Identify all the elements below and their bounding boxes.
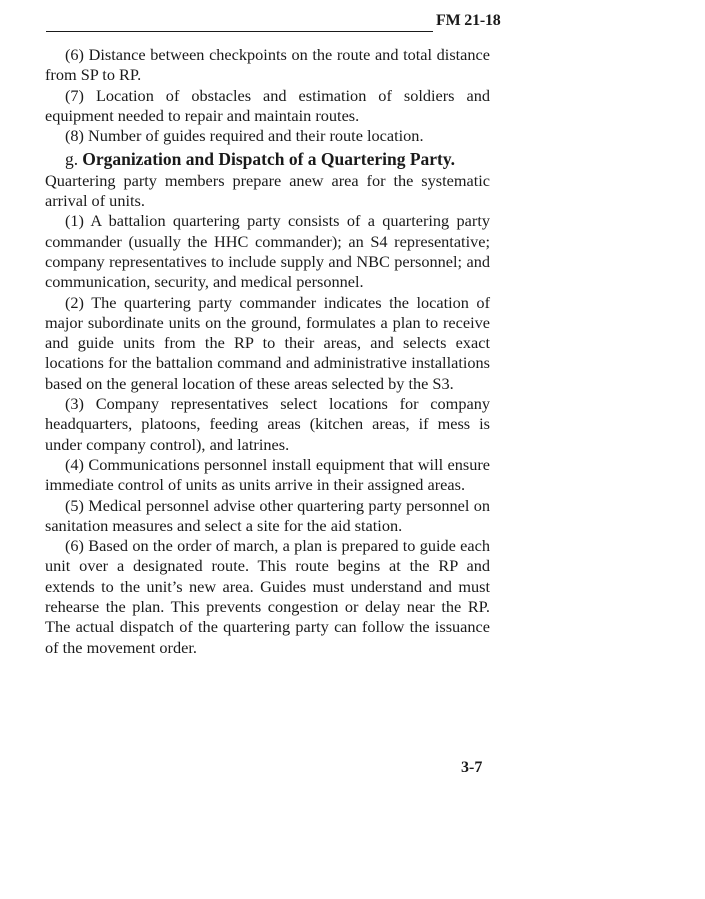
- section-heading: [45, 149, 490, 170]
- manual-code: FM 21-18: [436, 12, 501, 29]
- list-item: (4) Communications personnel install equipment that will ensure immediate control of units as units arrive in their assigned areas.: [45, 454, 490, 495]
- list-item: (7) Location of obstacles and estimation of soldiers and equipment needed to repair and maintain routes.: [45, 85, 490, 125]
- list-item: (6) Distance between checkpoints on the route and total distance from SP to RP.: [45, 45, 490, 85]
- list-item: (6) Based on the order of march, a plan is prepared to guide each unit over a designated route. This route begins at the RP and extends to the unit’s new area. Guides must understand and must rehearse the plan. This prevents congestion or delay near the RP. The actual dispatch of the quartering party can follow the issuance of the movement order.: [45, 536, 490, 657]
- section-letter: g.: [65, 149, 79, 170]
- section-intro: Quartering party members prepare anew area for the systematic arrival of units.: [45, 170, 490, 211]
- page-number: 3-7: [461, 759, 483, 776]
- section-title: Organization and Dispatch of a Quartering Party.: [82, 149, 456, 170]
- list-item: (3) Company representatives select locations for company headquarters, platoons, feeding areas (kitchen areas, if mess is under company control), and latrines.: [45, 394, 490, 454]
- list-item: (8) Number of guides required and their route location.: [65, 126, 424, 146]
- page-body: [45, 45, 490, 658]
- header-rule: [46, 31, 433, 32]
- list-item: (2) The quartering party commander indicates the location of major subordinate units on the ground, formulates a plan to receive and guide units from the RP to their areas, and selects exact locations for the battalion command and administrative installations based on the general location of these areas selected by the S3.: [45, 292, 490, 393]
- list-item: (1) A battalion quartering party consists of a quartering party commander (usually the HHC commander); an S4 representative; company representatives to include supply and NBC personnel; and communication, security, and medical personnel.: [45, 211, 490, 292]
- list-item: (5) Medical personnel advise other quartering party personnel on sanitation measures and select a site for the aid station.: [45, 495, 490, 535]
